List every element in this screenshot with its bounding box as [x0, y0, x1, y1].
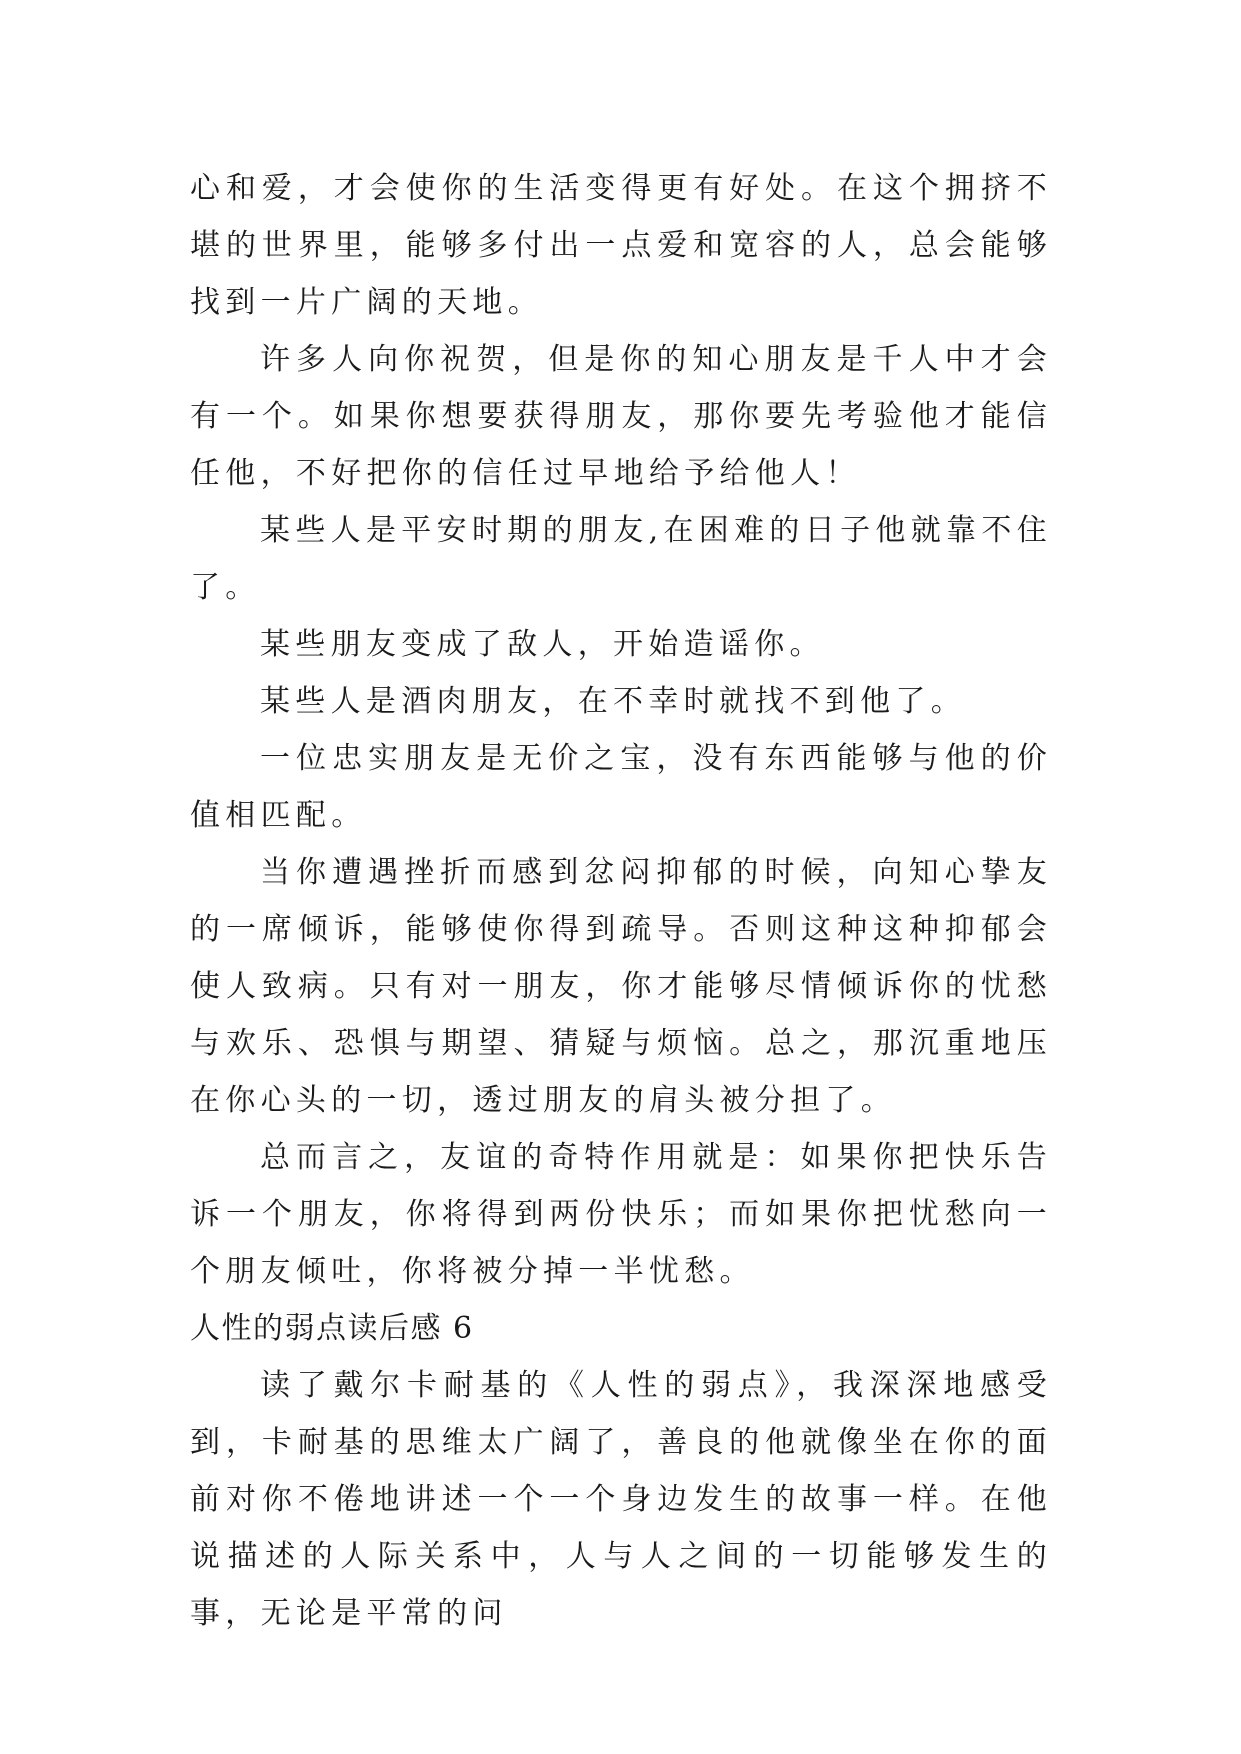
document-body — [190, 160, 1052, 1642]
section-heading: 人性的弱点读后感 6 — [190, 1311, 474, 1346]
paragraph-loyal-friend: 一位忠实朋友是无价之宝，没有东西能够与他的价值相匹配。 — [190, 741, 1052, 833]
paragraph-continuation: 心和爱，才会使你的生活变得更有好处。在这个拥挤不堪的世界里，能够多付出一点爱和宽容的人，总会能够找到一片广阔的天地。 — [190, 171, 1052, 320]
paragraph-friendship-effect: 总而言之，友谊的奇特作用就是：如果你把快乐告诉一个朋友，你将得到两份快乐；而如果你把忧愁向一个朋友倾吐，你将被分掉一半忧愁。 — [190, 1140, 1052, 1289]
paragraph-friends-congratulate: 许多人向你祝贺，但是你的知心朋友是千人中才会有一个。如果你想要获得朋友，那你要先考验他才能信任他，不好把你的信任过早地给予给他人！ — [190, 342, 1052, 491]
paragraph-confiding-friend: 当你遭遇挫折而感到忿闷抑郁的时候，向知心挚友的一席倾诉，能够使你得到疏导。否则这种这种抑郁会使人致病。只有对一朋友，你才能够尽情倾诉你的忧愁与欢乐、恐惧与期望、猜疑与烦恼。总之，那沉重地压在你心头的一切，透过朋友的肩头被分担了。 — [190, 855, 1052, 1118]
paragraph-carnegie-reflection: 读了戴尔卡耐基的《人性的弱点》，我深深地感受到，卡耐基的思维太广阔了，善良的他就像坐在你的面前对你不倦地讲述一个一个身边发生的故事一样。在他说描述的人际关系中，人与人之间的一切能够发生的事，无论是平常的问 — [190, 1368, 1052, 1631]
paragraph-friends-become-enemies: 某些朋友变成了敌人，开始造谣你。 — [260, 627, 825, 662]
paragraph-peacetime-friends: 某些人是平安时期的朋友,在困难的日子他就靠不住了。 — [190, 513, 1052, 605]
paragraph-fair-weather-friends: 某些人是酒肉朋友，在不幸时就找不到他了。 — [260, 684, 966, 719]
